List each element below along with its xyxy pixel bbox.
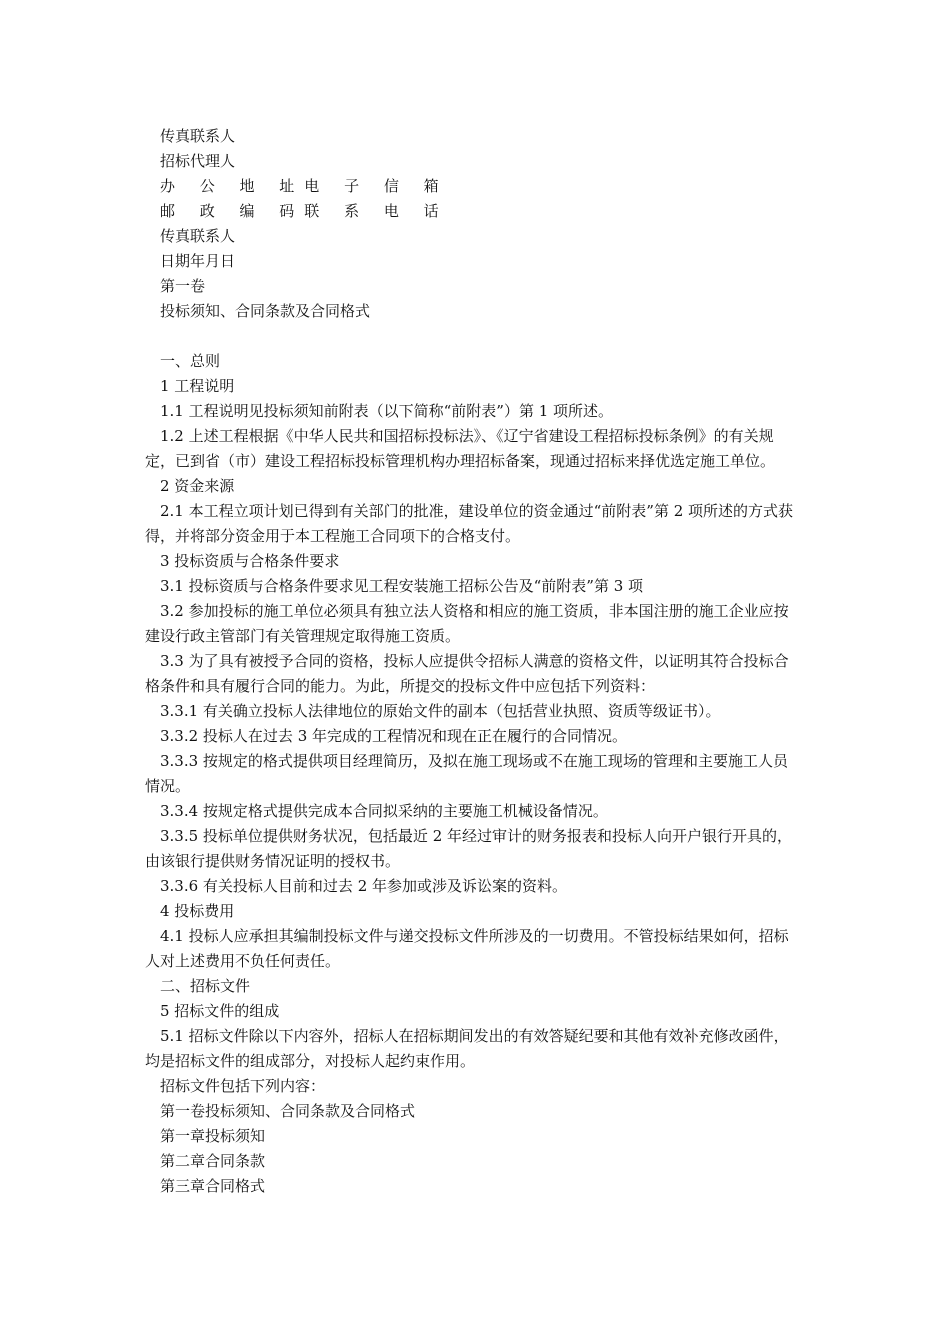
clause-1-2: 1.2 上述工程根据《中华人民共和国招标投标法》、《辽宁省建设工程招标投标条例》的有关规定，已到省（市）建设工程招标投标管理机构办理招标备案，现通过招标来择优选定施工单位。 [145, 427, 776, 470]
volume-title: 第一卷 [160, 277, 206, 295]
clause-3-3-2: 3.3.2 投标人在过去 3 年完成的工程情况和现在正在履行的合同情况。 [160, 727, 628, 745]
clause-5-1: 5.1 招标文件除以下内容外，招标人在招标期间发出的有效答疑纪要和其他有效补充修改函件，均是招标文件的组成部分，对投标人起约束作用。 [145, 1027, 789, 1070]
clause-3-3: 3.3 为了具有被授予合同的资格，投标人应提供令招标人满意的资格文件，以证明其符合投标合格条件和具有履行合同的能力。为此，所提交的投标文件中应包括下列资料： [145, 652, 789, 695]
contents-item: 第一卷投标须知、合同条款及合同格式 [160, 1102, 416, 1120]
clause-4-1: 4.1 投标人应承担其编制投标文件与递交投标文件所涉及的一切费用。不管投标结果如何，招标人对上述费用不负任何责任。 [145, 927, 789, 970]
clause-1-1: 1.1 工程说明见投标须知前附表（以下简称“前附表”）第 1 项所述。 [160, 402, 614, 420]
clause-3-3-3: 3.3.3 按规定的格式提供项目经理简历，及拟在施工现场或不在施工现场的管理和主要施工人员情况。 [145, 752, 788, 795]
header-line-date: 日期年月日 [160, 252, 236, 270]
clause-heading-5: 5 招标文件的组成 [160, 1002, 280, 1020]
header-line-fax-contact: 传真联系人 [160, 127, 236, 145]
blank-line [0, 324, 950, 349]
clause-3-3-4: 3.3.4 按规定格式提供完成本合同拟采纳的主要施工机械设备情况。 [160, 802, 608, 820]
contents-item: 第二章合同条款 [160, 1152, 266, 1170]
header-line-agent: 招标代理人 [160, 152, 236, 170]
clause-3-3-6: 3.3.6 有关投标人目前和过去 2 年参加或涉及诉讼案的资料。 [160, 877, 568, 895]
clause-heading-2: 2 资金来源 [160, 477, 235, 495]
clause-heading-1: 1 工程说明 [160, 377, 235, 395]
clause-3-2: 3.2 参加投标的施工单位必须具有独立法人资格和相应的施工资质，非本国注册的施工企业应按建设行政主管部门有关管理规定取得施工资质。 [145, 602, 789, 645]
clause-3-3-1: 3.3.1 有关确立投标人法律地位的原始文件的副本（包括营业执照、资质等级证书）。 [160, 702, 721, 720]
clause-heading-3: 3 投标资质与合格条件要求 [160, 552, 340, 570]
header-line-fax-contact-2: 传真联系人 [160, 227, 236, 245]
clause-heading-4: 4 投标费用 [160, 902, 235, 920]
contents-intro: 招标文件包括下列内容： [160, 1077, 326, 1095]
volume-subtitle: 投标须知、合同条款及合同格式 [160, 302, 371, 320]
header-line-office-address: 办 公 地 址电 子 信 箱 [160, 177, 449, 195]
document-header [0, 124, 950, 324]
section-heading-general: 一、总则 [160, 352, 221, 370]
contents-item: 第一章投标须知 [160, 1127, 266, 1145]
clause-2-1: 2.1 本工程立项计划已得到有关部门的批准，建设单位的资金通过“前附表”第 2 项所述的方式获得，并将部分资金用于本工程施工合同项下的合格支付。 [145, 502, 794, 545]
section-heading-tender-docs: 二、招标文件 [160, 977, 251, 995]
clause-3-1: 3.1 投标资质与合格条件要求见工程安装施工招标公告及“前附表”第 3 项 [160, 577, 644, 595]
clause-3-3-5: 3.3.5 投标单位提供财务状况，包括最近 2 年经过审计的财务报表和投标人向开户银行开具的，由该银行提供财务情况证明的授权书。 [145, 827, 793, 870]
contents-item: 第三章合同格式 [160, 1177, 266, 1195]
header-line-postal-code: 邮 政 编 码联 系 电 话 [160, 202, 449, 220]
document-body [0, 349, 950, 1199]
